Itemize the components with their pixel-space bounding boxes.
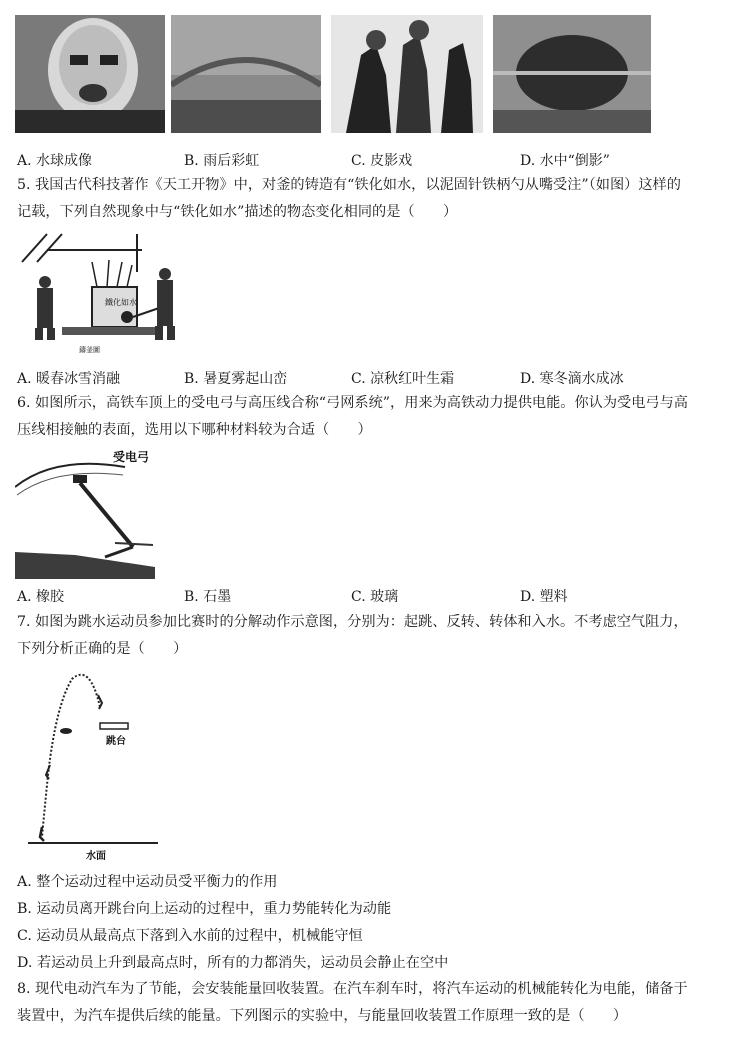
- q6-option-a[interactable]: A. 橡胶: [17, 589, 65, 605]
- q5-casting-figure: [17, 232, 187, 358]
- q5-fig-caption: 鑄釜圖: [79, 346, 100, 354]
- q7-option-c[interactable]: C. 运动员从最高点下落到入水前的过程中，机械能守恒: [17, 928, 363, 944]
- q5-option-b[interactable]: B. 暑夏雾起山峦: [184, 371, 288, 387]
- q4-option-d[interactable]: D. 水中“倒影”: [520, 153, 610, 169]
- q5-stem-line2: 记载，下列自然现象中与“铁化如水”描述的物态变化相同的是（ ）: [17, 204, 458, 220]
- photo-water-ball: [15, 15, 165, 133]
- q7-fig-water: 水面: [86, 851, 106, 862]
- q5-stem: [17, 172, 739, 226]
- q4-options: [17, 150, 737, 172]
- q4-option-a[interactable]: A. 水球成像: [17, 153, 93, 169]
- q5-option-d[interactable]: D. 寒冬滴水成冰: [520, 371, 624, 387]
- photo-rainbow: [171, 15, 321, 133]
- q6-options: [17, 586, 737, 608]
- q8-stem-line1: 8. 现代电动汽车为了节能，会安装能量回收装置。在汽车刹车时，将汽车运动的机械能转化为电能，储备于: [17, 981, 688, 997]
- q7-option-a[interactable]: A. 整个运动过程中运动员受平衡力的作用: [17, 874, 278, 890]
- q5-option-c[interactable]: C. 凉秋红叶生霜: [351, 371, 455, 387]
- q6-fig-label: 受电弓: [113, 450, 150, 464]
- q7-fig-platform: 跳台: [106, 736, 126, 747]
- q6-option-c[interactable]: C. 玻璃: [351, 589, 399, 605]
- q4-option-b[interactable]: B. 雨后彩虹: [184, 153, 260, 169]
- q7-diving-figure: [28, 665, 158, 865]
- q6-pantograph-figure: [15, 447, 155, 579]
- q6-stem-line1: 6. 如图所示，高铁车顶上的受电弓与高压线合称“弓网系统”，用来为高铁动力提供电能。你认为受电弓与高: [17, 395, 688, 411]
- q6-option-b[interactable]: B. 石墨: [184, 589, 232, 605]
- photo-water-reflection: [493, 15, 651, 133]
- q8-stem-line2: 装置中，为汽车提供后续的能量。下列图示的实验中，与能量回收装置工作原理一致的是（ ）: [17, 1008, 628, 1024]
- q6-option-d[interactable]: D. 塑料: [520, 589, 568, 605]
- q6-stem: [17, 390, 739, 444]
- q7-option-d[interactable]: D. 若运动员上升到最高点时，所有的力都消失，运动员会静止在空中: [17, 955, 449, 971]
- q7-stem-line1: 7. 如图为跳水运动员参加比赛时的分解动作示意图，分别为：起跳、反转、转体和入水。不考虑空气阻力，: [17, 614, 688, 630]
- q8-stem: [17, 976, 739, 1030]
- q7-stem-line2: 下列分析正确的是（ ）: [17, 641, 188, 657]
- q5-fig-label: 鐵化如水: [105, 298, 137, 307]
- photo-shadow-play: [331, 15, 483, 133]
- q6-stem-line2: 压线相接触的表面，选用以下哪种材料较为合适（ ）: [17, 422, 372, 438]
- q5-options: [17, 368, 737, 390]
- q5-stem-line1: 5. 我国古代科技著作《天工开物》中，对釜的铸造有“铁化如水，以泥固针铁柄勺从嘴受注”（如图）这样的: [17, 177, 681, 193]
- q7-stem: [17, 609, 739, 663]
- q5-option-a[interactable]: A. 暖春冰雪消融: [17, 371, 121, 387]
- q4-option-c[interactable]: C. 皮影戏: [351, 153, 413, 169]
- q7-option-b[interactable]: B. 运动员离开跳台向上运动的过程中，重力势能转化为动能: [17, 901, 392, 917]
